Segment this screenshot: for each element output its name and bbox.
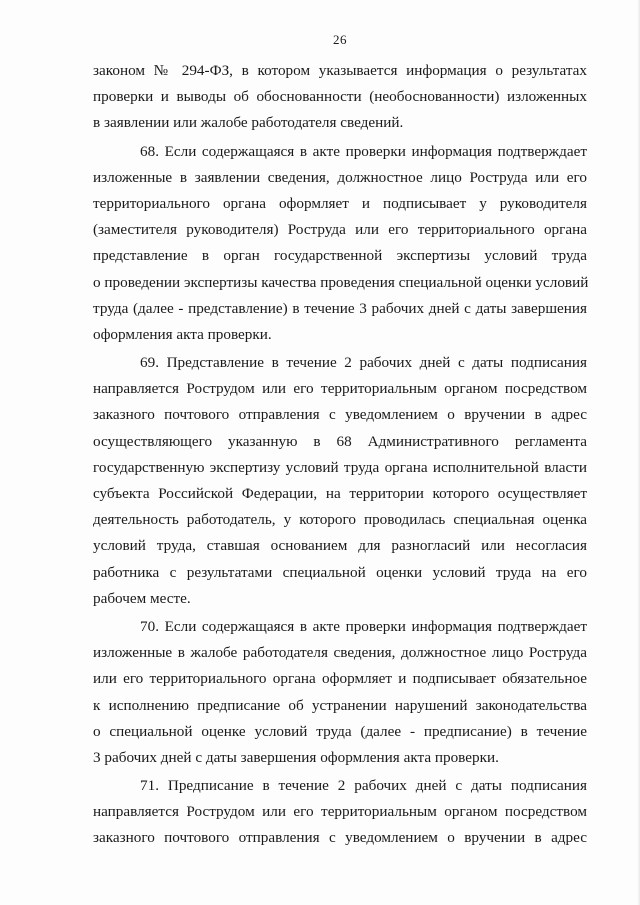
document-body xyxy=(93,58,587,854)
text-line: изложенные в заявлении сведения, должностное лицо Роструда или его xyxy=(93,168,587,186)
text-line: заказного почтового отправления с уведомлением о вручении в адрес xyxy=(93,829,587,847)
text-line: 71. Предписание в течение 2 рабочих дней с даты подписания xyxy=(140,777,587,795)
text-line: труда (далее - представление) в течение 3 рабочих дней с даты завершения xyxy=(93,299,587,317)
paragraph-continuation xyxy=(93,58,587,137)
paragraph-68 xyxy=(93,139,587,349)
text-line: деятельность работодатель, у которого проводилась специальная оценка xyxy=(93,511,587,529)
text-line: заказного почтового отправления с уведомлением о вручении в адрес xyxy=(93,406,587,424)
text-line: субъекта Российской Федерации, на территории которого осуществляет xyxy=(93,485,587,502)
text-line: изложенные в жалобе работодателя сведения, должностное лицо Роструда xyxy=(93,644,587,662)
page-number: 26 xyxy=(333,32,347,47)
text-line: 3 рабочих дней с даты завершения оформления акта проверки. xyxy=(93,748,499,766)
text-line: о специальной оценке условий труда (далее - предписание) в течение xyxy=(93,722,587,740)
paragraph-70 xyxy=(93,614,587,771)
text-line: к исполнению предписание об устранении нарушений законодательства xyxy=(93,696,587,714)
text-line: рабочем месте. xyxy=(93,589,191,607)
text-line: государственную экспертизу условий труда органа исполнительной власти xyxy=(93,458,587,476)
text-line: или его территориального органа оформляет и подписывает обязательное xyxy=(93,670,587,688)
text-line: о проведении экспертизы качества проведения специальной оценки условий xyxy=(93,273,589,291)
paragraph-71 xyxy=(93,773,587,852)
text-line: направляется Рострудом или его территориальным органом посредством xyxy=(93,803,587,821)
text-line: в заявлении или жалобе работодателя сведений. xyxy=(93,114,404,132)
text-line: осуществляющего указанную в 68 Административного регламента xyxy=(93,432,587,450)
text-line: направляется Рострудом или его территориальным органом посредством xyxy=(93,380,587,398)
text-line: территориального органа оформляет и подписывает у руководителя xyxy=(93,194,587,212)
text-line: 68. Если содержащаяся в акте проверки информация подтверждает xyxy=(140,142,587,160)
text-line: оформления акта проверки. xyxy=(93,325,272,343)
text-line: проверки и выводы об обоснованности (необоснованности) изложенных xyxy=(93,88,587,106)
text-line: условий труда, ставшая основанием для разногласий или несогласия xyxy=(93,537,587,555)
text-line: 69. Представление в течение 2 рабочих дней с даты подписания xyxy=(140,354,587,372)
text-line: (заместителя руководителя) Роструда или его территориального органа xyxy=(93,221,587,239)
text-line: законом № 294-ФЗ, в котором указывается информация о результатах xyxy=(93,62,587,79)
text-line: представление в орган государственной экспертизы условий труда xyxy=(93,247,587,265)
paragraph-69 xyxy=(93,350,587,612)
text-line: работника с результатами специальной оценки условий труда на его xyxy=(93,563,587,581)
text-line: 70. Если содержащаяся в акте проверки информация подтверждает xyxy=(140,617,587,635)
